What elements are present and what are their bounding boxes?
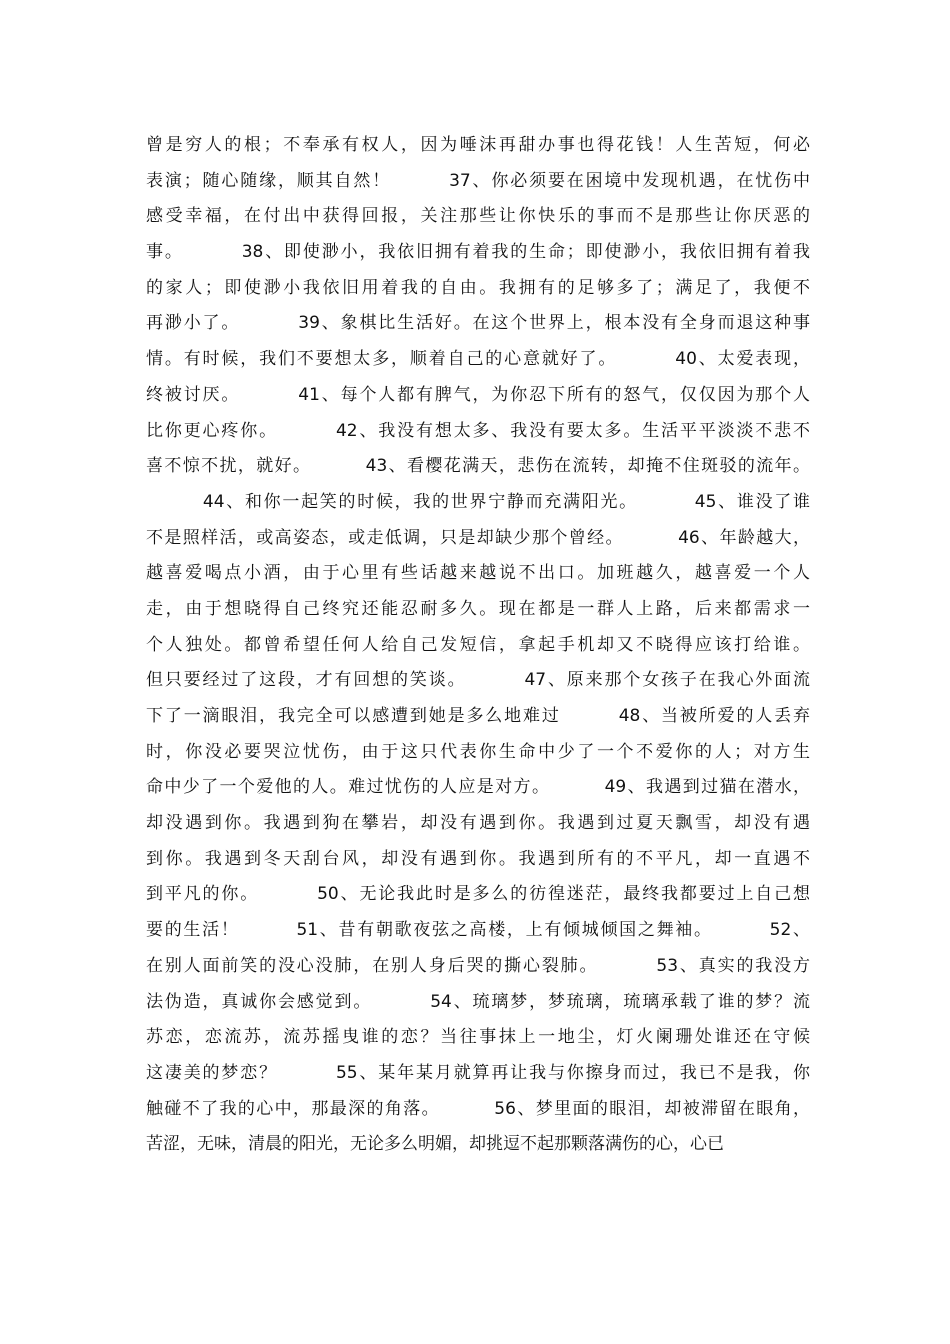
- text-line: 下了一滴眼泪，我完全可以感遭到她是多么地难过 48、当被所爱的人丢弃: [146, 706, 810, 726]
- text-line: 不是照样活，或高姿态，或走低调，只是却缺少那个曾经。 46、年龄越大，: [146, 527, 810, 548]
- text-line: 喜不惊不扰，就好。 43、看樱花满天，悲伤在流转，却掩不住斑驳的流年。: [146, 456, 810, 477]
- text-line: 再渺小了。 39、象棋比生活好。在这个世界上，根本没有全身而退这种事: [146, 313, 810, 334]
- text-line: 曾是穷人的根；不奉承有权人，因为唾沫再甜办事也得花钱！人生苦短，何必: [146, 135, 810, 155]
- text-line: 但只要经过了这段，才有回想的笑谈。 47、原来那个女孩子在我心外面流: [146, 670, 810, 691]
- text-line: 事。 38、即使渺小，我依旧拥有着我的生命；即使渺小，我依旧拥有着我: [146, 242, 810, 263]
- text-line: 情。有时候，我们不要想太多，顺着自己的心意就好了。 40、太爱表现，: [146, 349, 810, 370]
- text-line: 苏恋，恋流苏，流苏摇曳谁的恋？当往事抹上一地尘，灯火阑珊处谁还在守候: [146, 1027, 810, 1048]
- text-line: 比你更心疼你。 42、我没有想太多、我没有要太多。生活平平淡淡不悲不: [146, 420, 810, 441]
- text-line: 终被讨厌。 41、每个人都有脾气，为你忍下所有的怒气，仅仅因为那个人: [146, 384, 810, 405]
- body-text: [146, 128, 810, 1163]
- text-line: 时，你没必要哭泣忧伤，由于这只代表你生命中少了一个不爱你的人；对方生: [146, 741, 810, 762]
- text-line: 的家人；即使渺小我依旧用着我的自由。我拥有的足够多了；满足了，我便不: [146, 277, 810, 298]
- text-line: 到平凡的你。 50、无论我此时是多么的彷徨迷茫，最终我都要过上自己想: [146, 884, 810, 905]
- text-line: 苦涩，无味，清晨的阳光，无论多么明媚，却挑逗不起那颗落满伤的心，心已: [146, 1134, 724, 1155]
- text-line: 却没遇到你。我遇到狗在攀岩，却没有遇到你。我遇到过夏天飘雪，却没有遇: [146, 813, 810, 834]
- text-line: 这凄美的梦恋？ 55、某年某月就算再让我与你擦身而过，我已不是我，你: [146, 1062, 810, 1083]
- text-line: 到你。我遇到冬天刮台风，却没有遇到你。我遇到所有的不平凡，却一直遇不: [146, 848, 810, 869]
- text-line: 个人独处。都曾希望任何人给自己发短信，拿起手机却又不晓得应该打给谁。: [146, 634, 810, 655]
- text-line: 越喜爱喝点小酒，由于心里有些话越来越说不出口。加班越久，越喜爱一个人: [146, 563, 810, 584]
- text-line: 表演；随心随缘，顺其自然！ 37、你必须要在困境中发现机遇，在忧伤中: [146, 170, 810, 191]
- text-line: 触碰不了我的心中，那最深的角落。 56、梦里面的眼泪，却被滞留在眼角，: [146, 1098, 810, 1119]
- text-line: 在别人面前笑的没心没肺，在别人身后哭的撕心裂肺。 53、真实的我没方: [146, 955, 810, 976]
- text-line: 法伪造，真诚你会感觉到。 54、琉璃梦，梦琉璃，琉璃承载了谁的梦？流: [146, 991, 810, 1012]
- text-line: 命中少了一个爱他的人。难过忧伤的人应是对方。 49、我遇到过猫在潜水，: [146, 777, 810, 798]
- text-line: 要的生活！ 51、昔有朝歌夜弦之高楼，上有倾城倾国之舞袖。 52、: [146, 920, 810, 941]
- text-line: 走，由于想晓得自己终究还能忍耐多久。现在都是一群人上路，后来都需求一: [146, 598, 810, 619]
- text-line: 感受幸福，在付出中获得回报，关注那些让你快乐的事而不是那些让你厌恶的: [146, 206, 810, 227]
- text-line: 44、和你一起笑的时候，我的世界宁静而充满阳光。 45、谁没了谁: [146, 491, 810, 512]
